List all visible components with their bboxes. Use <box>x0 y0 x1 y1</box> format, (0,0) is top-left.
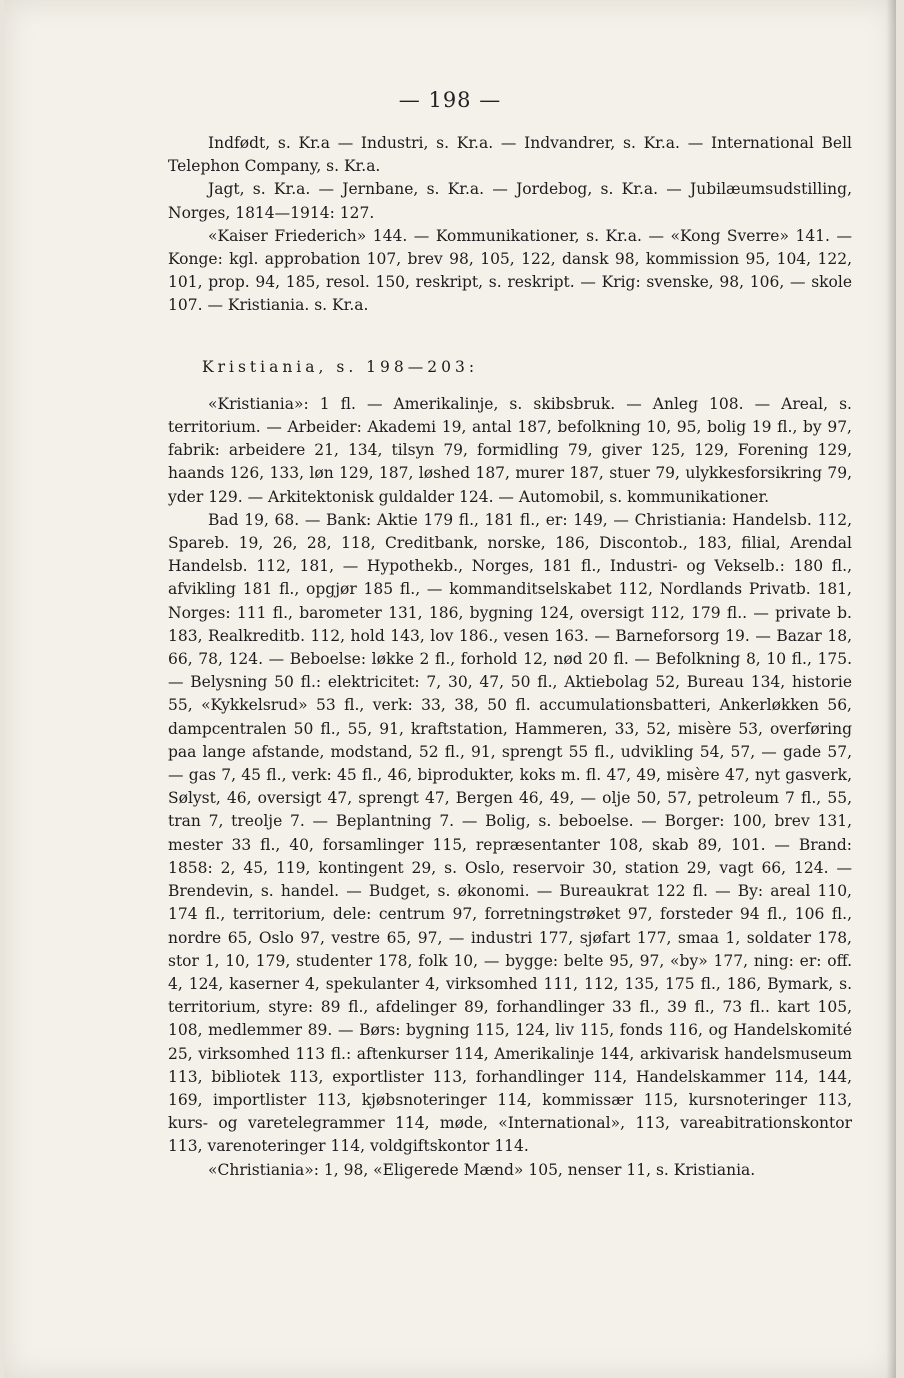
index-text <box>168 132 852 1182</box>
section-heading: Kristiania, s. 198—203: <box>202 357 479 376</box>
page-edge-shadow <box>886 0 896 1378</box>
book-page <box>4 0 896 1378</box>
index-paragraph: «Kaiser Friederich» 144. — Kommunikationer, s. Kr.a. — «Kong Sverre» 141. — Konge: kgl. approbation 107, brev 98, 105, 122, dansk 98, kommission 95, 104, 122, 101, prop. 94, 185, resol. 150, reskript, s. reskript. — Krig: svenske, 98, 106, — skole 107. — Kristiania. s. Kr.a. <box>168 226 852 315</box>
index-paragraph: «Christiania»: 1, 98, «Eligerede Mænd» 105, nenser 11, s. Kristiania. <box>208 1160 756 1179</box>
page-number: — 198 — <box>398 88 502 112</box>
index-paragraph: Bad 19, 68. — Bank: Aktie 179 fl., 181 fl., er: 149, — Christiania: Handelsb. 112, Spareb. 19, 26, 28, 118, Creditbank, norske, 186, Discontob., 183, filial, Arendal Handelsb. 112, 181, — Hypothekb., Norges, 181 fl., Industri- og Vekselb.: 180 fl., afvikling 181 fl., opgjør 185 fl., — kommanditselskabet 112, Nordlands Privatb. 181, Norges: 111 fl., barometer 131, 186, bygning 124, oversigt 112, 179 fl.. — private b. 183, Realkreditb. 112, hold 143, lov 186., vesen 163. — Barneforsorg 19. — Bazar 18, 66, 78, 124. — Beboelse: løkke 2 fl., forhold 12, nød 20 fl. — Befolkning 8, 10 fl., 175. — Belysning 50 fl.: elektricitet: 7, 30, 47, 50 fl., Aktiebolag 52, Bureau 134, historie 55, «Kykkelsrud» 53 fl., verk: 33, 38, 50 fl. accumulationsbatteri, Ankerløkken 56, dampcentralen 50 fl., 55, 91, kraftstation, Hammeren, 33, 52, misère 53, overføring paa lange afstande, modstand, 52 fl., 91, sprengt 55 fl., udvikling 54, 57, — gade 57, — gas 7, 45 fl., verk: 45 fl., 46, biprodukter, koks m. fl. 47, 49, misère 47, nyt gasverk, Sølyst, 46, oversigt 47, sprengt 47, Bergen 46, 49, — olje 50, 57, petroleum 7 fl., 55, tran 7, treolje 7. — Beplantning 7. — Bolig, s. beboelse. — Borger: 100, brev 131, mester 33 fl., 40, forsamlinger 115, repræsentanter 108, skab 89, 101. — Brand: 1858: 2, 45, 119, kontingent 29, s. Oslo, reservoir 30, station 29, vagt 66, 124. — Brendevin, s. handel. — Budget, s. økonomi. — Bureaukrat 122 fl. — By: areal 110, 174 fl., territorium, dele: centrum 97, forretningstrøket 97, forsteder 94 fl., 106 fl., nordre 65, Oslo 97, vestre 65, 97, — industri 177, sjøfart 177, smaa 1, soldater 178, stor 1, 10, 179, studenter 178, folk 10, — bygge: belte 95, 97, «by» 177, ning: er: off. 4, 124, kaserner 4, spekulanter 4, virksomhed 111, 112, 135, 175 fl., 186, Bymark, s. territorium, styre: 89 fl., afdelinger 89, forhandlinger 33 fl., 39 fl., 73 fl.. kart 105, 108, medlemmer 89. — Børs: bygning 115, 124, liv 115, fonds 116, og Handelskomité 25, virksomhed 113 fl.: aftenkurser 114, Amerikalinje 144, arkivarisk handelsmuseum 113, bibliotek 113, exportlister 113, forhandlinger 114, Handelskammer 114, 144, 169, importlister 113, kjøbsnoteringer 114, kommissær 115, kursnoteringer 113, kurs- og varetelegrammer 114, møde, «International», 113, vareabitrationskontor 113, varenoteringer 114, voldgiftskontor 114. <box>168 510 852 1156</box>
index-paragraph: Indfødt, s. Kr.a — Industri, s. Kr.a. — Indvandrer, s. Kr.a. — International Bell Telephon Company, s. Kr.a. <box>168 134 852 176</box>
index-paragraph: Jagt, s. Kr.a. — Jernbane, s. Kr.a. — Jordebog, s. Kr.a. — Jubilæumsudstilling, Norges, 1814—1914: 127. <box>168 180 852 222</box>
index-paragraph: «Kristiania»: 1 fl. — Amerikalinje, s. skibsbruk. — Anleg 108. — Areal, s. territorium. — Arbeider: Akademi 19, antal 187, befolkning 10, 95, bolig 19 fl., by 97, fabrik: arbeidere 21, 134, tilsyn 79, formidling 79, giver 125, 129, Forening 129, haands 126, 133, løn 129, 187, løshed 187, murer 187, stuer 79, ulykkesforsikring 79, yder 129. — Arkitektonisk guldalder 124. — Automobil, s. kommunikationer. <box>168 394 852 506</box>
